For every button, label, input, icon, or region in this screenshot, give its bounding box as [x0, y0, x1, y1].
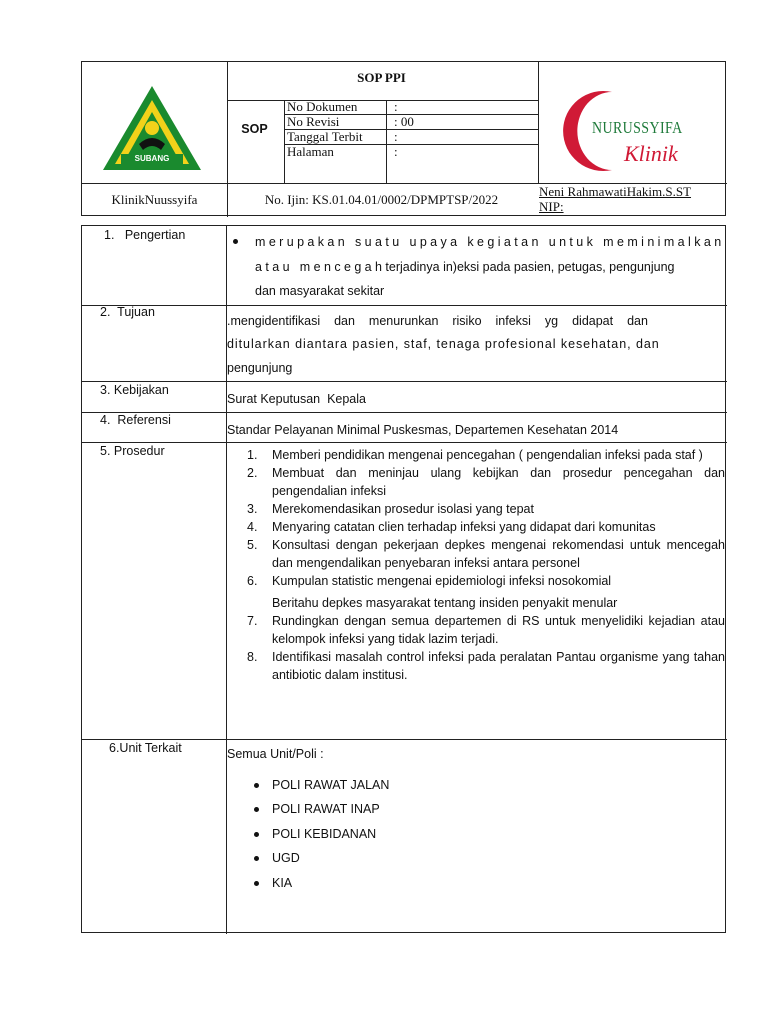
list-item: UGD [227, 846, 725, 870]
prosedur-note: Beritahu depkes masyarakat tentang insiden penyakit menular [272, 596, 618, 610]
meta-value-no-dokumen: : [394, 99, 398, 114]
list-item: POLI RAWAT JALAN [227, 773, 725, 797]
list-item: 8. Identifikasi masalah control infeksi pada peralatan Pantau organisme yang tahan antibiotic dalam institusi. [247, 650, 725, 682]
meta-label-halaman: Halaman [287, 144, 334, 159]
list-item: 3. Merekomendasikan prosedur isolasi yang tepat [247, 502, 534, 516]
label-prosedur: 5. Prosedur [100, 444, 165, 458]
klinik-logo-word1: NURUSSYIFA [592, 118, 683, 137]
signatory-name: Neni RahmawatiHakim.S.ST [539, 184, 692, 199]
list-item: 2. Membuat dan meninjau ulang kebijkan dan prosedur pencegahan dan pengendalian infeksi [247, 466, 725, 498]
unit-list [227, 773, 725, 895]
klinik-logo-word2: Klinik [624, 141, 678, 166]
bullet-icon [233, 239, 238, 244]
meta-value-no-revisi: : 00 [394, 114, 414, 129]
tujuan-line-2: ditularkan diantara pasien, staf, tenaga profesional kesehatan, dan [227, 337, 660, 351]
list-item: 7. Rundingkan dengan semua departemen di RS untuk menyelidiki kejadian atau kelompok infeksi yang tidak lazim terjadi. [247, 614, 725, 646]
list-item: POLI KEBIDANAN [227, 822, 725, 846]
tujuan-line-3: pengunjung [227, 361, 293, 375]
clinic-name: KlinikNuussyifa [111, 192, 198, 207]
meta-value-halaman: : [394, 144, 398, 159]
pengertian-line-2 [255, 258, 675, 276]
permit-number: No. Ijin: KS.01.04.01/0002/DPMPTSP/2022 [264, 192, 499, 207]
bullet-icon [254, 856, 259, 861]
label-tujuan: 2. Tujuan [100, 305, 155, 319]
meta-label-tanggal-terbit: Tanggal Terbit [287, 129, 363, 144]
sop-label: SOP [241, 122, 268, 136]
bullet-icon [254, 832, 259, 837]
list-item: 6. Kumpulan statistic mengenai epidemiologi infeksi nosokomial [247, 574, 612, 588]
prosedur-list [227, 446, 725, 684]
signatory-nip: NIP: [539, 199, 564, 214]
label-pengertian: 1. Pengertian [104, 228, 186, 242]
meta-label-no-dokumen: No Dokumen [287, 99, 358, 114]
kebijakan-text: Surat Keputusan Kepala [227, 392, 366, 406]
list-item: 5. Konsultasi dengan pekerjaan depkes mengenai rekomendasi untuk mencegah dan mengendalikan penyebaran infeksi antara personel [247, 538, 725, 570]
bullet-icon [254, 783, 259, 788]
label-referensi: 4. Referensi [100, 413, 171, 427]
list-item: 4. Menyaring catatan clien terhadap infeksi yang didapat dari komunitas [247, 520, 656, 534]
label-kebijakan: 3. Kebijakan [100, 383, 169, 397]
pengertian-line-3: dan masyarakat sekitar [255, 284, 385, 298]
bullet-icon [254, 881, 259, 886]
bullet-icon [254, 807, 259, 812]
meta-value-tanggal-terbit: : [394, 129, 398, 144]
list-item: POLI RAWAT INAP [227, 797, 725, 821]
tujuan-line-1: .mengidentifikasi dan menurunkan risiko infeksi yg didapat dan [227, 314, 648, 328]
yayasan-logo [101, 84, 203, 172]
document-title: SOP PPI [357, 70, 406, 85]
label-unit-terkait: 6.Unit Terkait [109, 741, 182, 755]
list-item: KIA [227, 871, 725, 895]
list-item: 1. Memberi pendidikan mengenai pencegahan ( pengendalian infeksi pada staf ) [247, 448, 703, 462]
pengertian-line-2a: atau mencegah [255, 260, 386, 274]
klinik-logo [554, 88, 696, 174]
pengertian-line-1: merupakan suatu upaya kegiatan untuk meminimalkan [255, 235, 725, 249]
pengertian-line-2b: terjadinya in)eksi pada pasien, petugas, pengunjung [385, 260, 675, 274]
referensi-text: Standar Pelayanan Minimal Puskesmas, Departemen Kesehatan 2014 [227, 423, 619, 437]
yayasan-logo-bottom-text: SUBANG [134, 154, 170, 163]
meta-label-no-revisi: No Revisi [287, 114, 340, 129]
unit-intro: Semua Unit/Poli : [227, 747, 324, 761]
